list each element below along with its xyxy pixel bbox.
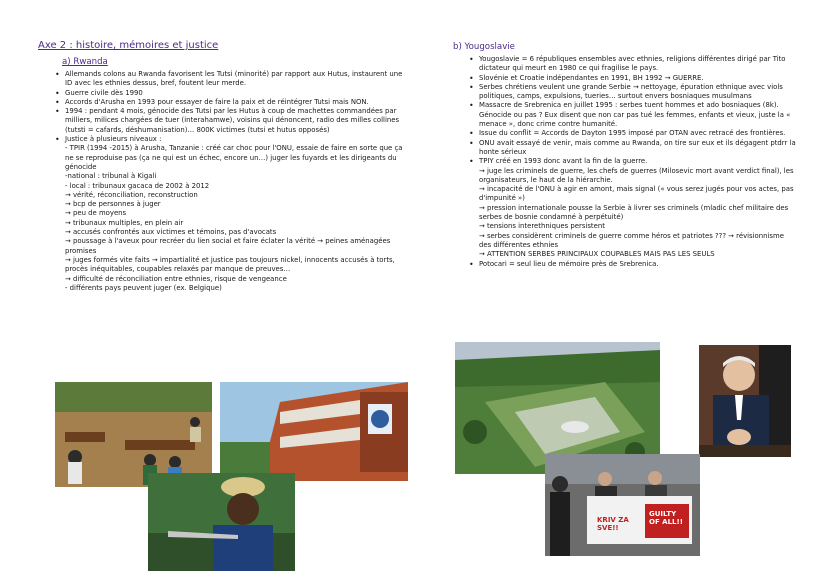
rwanda-bullet-list <box>65 70 403 293</box>
section-title-yougoslavie: b) Yougoslavie <box>453 42 515 52</box>
gacaca-court-image <box>55 382 212 487</box>
rwanda-line: → vérité, réconciliation, reconstruction <box>65 190 198 199</box>
section-title-rwanda: a) Rwanda <box>62 57 108 67</box>
protest-image <box>545 454 700 556</box>
gacaca-court-photo <box>55 382 212 487</box>
survivor-machete-image <box>148 473 295 571</box>
yougoslavie-line: → pression internationale pousse la Serbie à livrer ses criminels (mladic chef militaire des serbes de bosnie condamné à perpétuité) <box>479 203 789 222</box>
protest-photo <box>545 454 700 556</box>
yougoslavie-line: • TPIY créé en 1993 donc avant la fin de la guerre. <box>479 157 797 166</box>
rwanda-line: → tribunaux multiples, en plein air <box>65 218 184 227</box>
yougoslavie-line: • ONU avait essayé de venir, mais comme au Rwanda, on tire sur eux et ils dégagent ptdrr la honte sérieux <box>479 139 797 158</box>
protest-banner-text-1: KRIV ZA SVE!! <box>597 516 629 532</box>
tpir-building-image <box>220 382 408 481</box>
milosevic-photo <box>699 345 791 457</box>
yougoslavie-line: → serbes considèrent criminels de guerre comme héros et patriotes ??? → révisionnisme des différentes ethnies <box>479 231 784 249</box>
survivor-machete-photo <box>148 473 295 571</box>
milosevic-image <box>699 345 791 457</box>
yougoslavie-line: • Slovénie et Croatie indépendantes en 1991, BH 1992 → GUERRE. <box>479 74 797 83</box>
yougoslavie-bullet-list <box>479 55 797 269</box>
rwanda-line: • 1994 : pendant 4 mois, génocide des Tutsi par les Hutus à coup de machettes commandées par milliers, milices chargées de tuer (interahamwe), voisins qui dénoncent, radio des milles collines (tutsti = cafards, déshumanisation)… 800K victimes (tutsi et hutus opposés) <box>65 107 403 135</box>
yougoslavie-line: → juge les criminels de guerre, les chefs de guerres (Milosevic mort avant verdict final), les organisateurs, le haut de la hiérarchie. <box>479 166 794 184</box>
rwanda-line: → difficulté de réconciliation entre ethnies, risque de vengeance <box>65 274 287 283</box>
rwanda-line: • Accords d'Arusha en 1993 pour essayer de faire la paix et de réintégrer Tutsi mais NON. <box>65 98 403 107</box>
yougoslavie-line: • Potocari = seul lieu de mémoire près de Srebrenica. <box>479 260 797 269</box>
rwanda-line: → accusés confrontés aux victimes et témoins, pas d'avocats <box>65 228 277 237</box>
yougoslavie-line: • Serbes chrétiens veulent une grande Serbie → nettoyage, épuration ethnique avec viols politiques, camps, expulsions, tueries… surtout envers bosniaques musulmans <box>479 83 797 102</box>
rwanda-line: → peu de moyens <box>65 209 127 218</box>
rwanda-line: → bcp de personnes à juger <box>65 200 161 209</box>
rwanda-line: - TPIR (1994 -2015) à Arusha, Tanzanie : créé car choc pour l'ONU, essaie de faire en sorte que ça ne se reproduise pas (ça ne qui est un échec, encore un…) juger les fuyards et les dirigeants du génocide <box>65 144 403 171</box>
yougoslavie-line: → ATTENTION SERBES PRINCIPAUX COUPABLES MAIS PAS LES SEULS <box>479 250 715 259</box>
rwanda-line: → juges formés vite faits → impartialité et justice pas toujours nickel, innocents accusés à torts, procès inéquitables, coupables relaxés par manque de preuves… <box>65 255 395 274</box>
tpir-building-photo <box>220 382 408 481</box>
yougoslavie-line: • Issue du conflit = Accords de Dayton 1995 imposé par OTAN avec retracé des frontières. <box>479 129 797 138</box>
rwanda-line: • Justice à plusieurs niveaux : <box>65 135 403 144</box>
rwanda-line: - local : tribunaux gacaca de 2002 à 2012 <box>65 181 210 190</box>
yougoslavie-line: • Yougoslavie = 6 républiques ensembles avec ethnies, religions différentes dirigé par Tito dictateur qui meurt en 1980 ce qui fragilise le pays. <box>479 55 797 74</box>
yougoslavie-line: → incapacité de l'ONU à agir en amont, mais signal (« vous serez jugés pour vos actes, pas d'impunité ») <box>479 185 794 203</box>
yougoslavie-line: → tensions interethniques persistent <box>479 222 605 231</box>
yougoslavie-line: • Massacre de Srebrenica en juillet 1995 : serbes tuent hommes et ado bosniaques (8k). Génocide ou pas ? Eux disent que non car pas tué les femmes, enfants et vieux, juste la « menace », donc crime contre humanité. <box>479 101 797 129</box>
rwanda-line: • Allemands colons au Rwanda favorisent les Tutsi (minorité) par rapport aux Hutus, instaurent une ID avec les ethnies dessus, bref, foutent leur merde. <box>65 70 403 89</box>
rwanda-line: -national : tribunal à Kigali <box>65 172 157 181</box>
rwanda-line: - différents pays peuvent juger (ex. Belgique) <box>65 283 222 292</box>
protest-banner-text-2: GUILTY OF ALL!! <box>649 510 683 526</box>
rwanda-line: → poussage à l'aveux pour recréer du lien social et faire éclater la vérité → peines aménagées promises <box>65 237 391 255</box>
rwanda-line: • Guerre civile dès 1990 <box>65 89 403 98</box>
axe-title: Axe 2 : histoire, mémoires et justice <box>38 40 219 51</box>
